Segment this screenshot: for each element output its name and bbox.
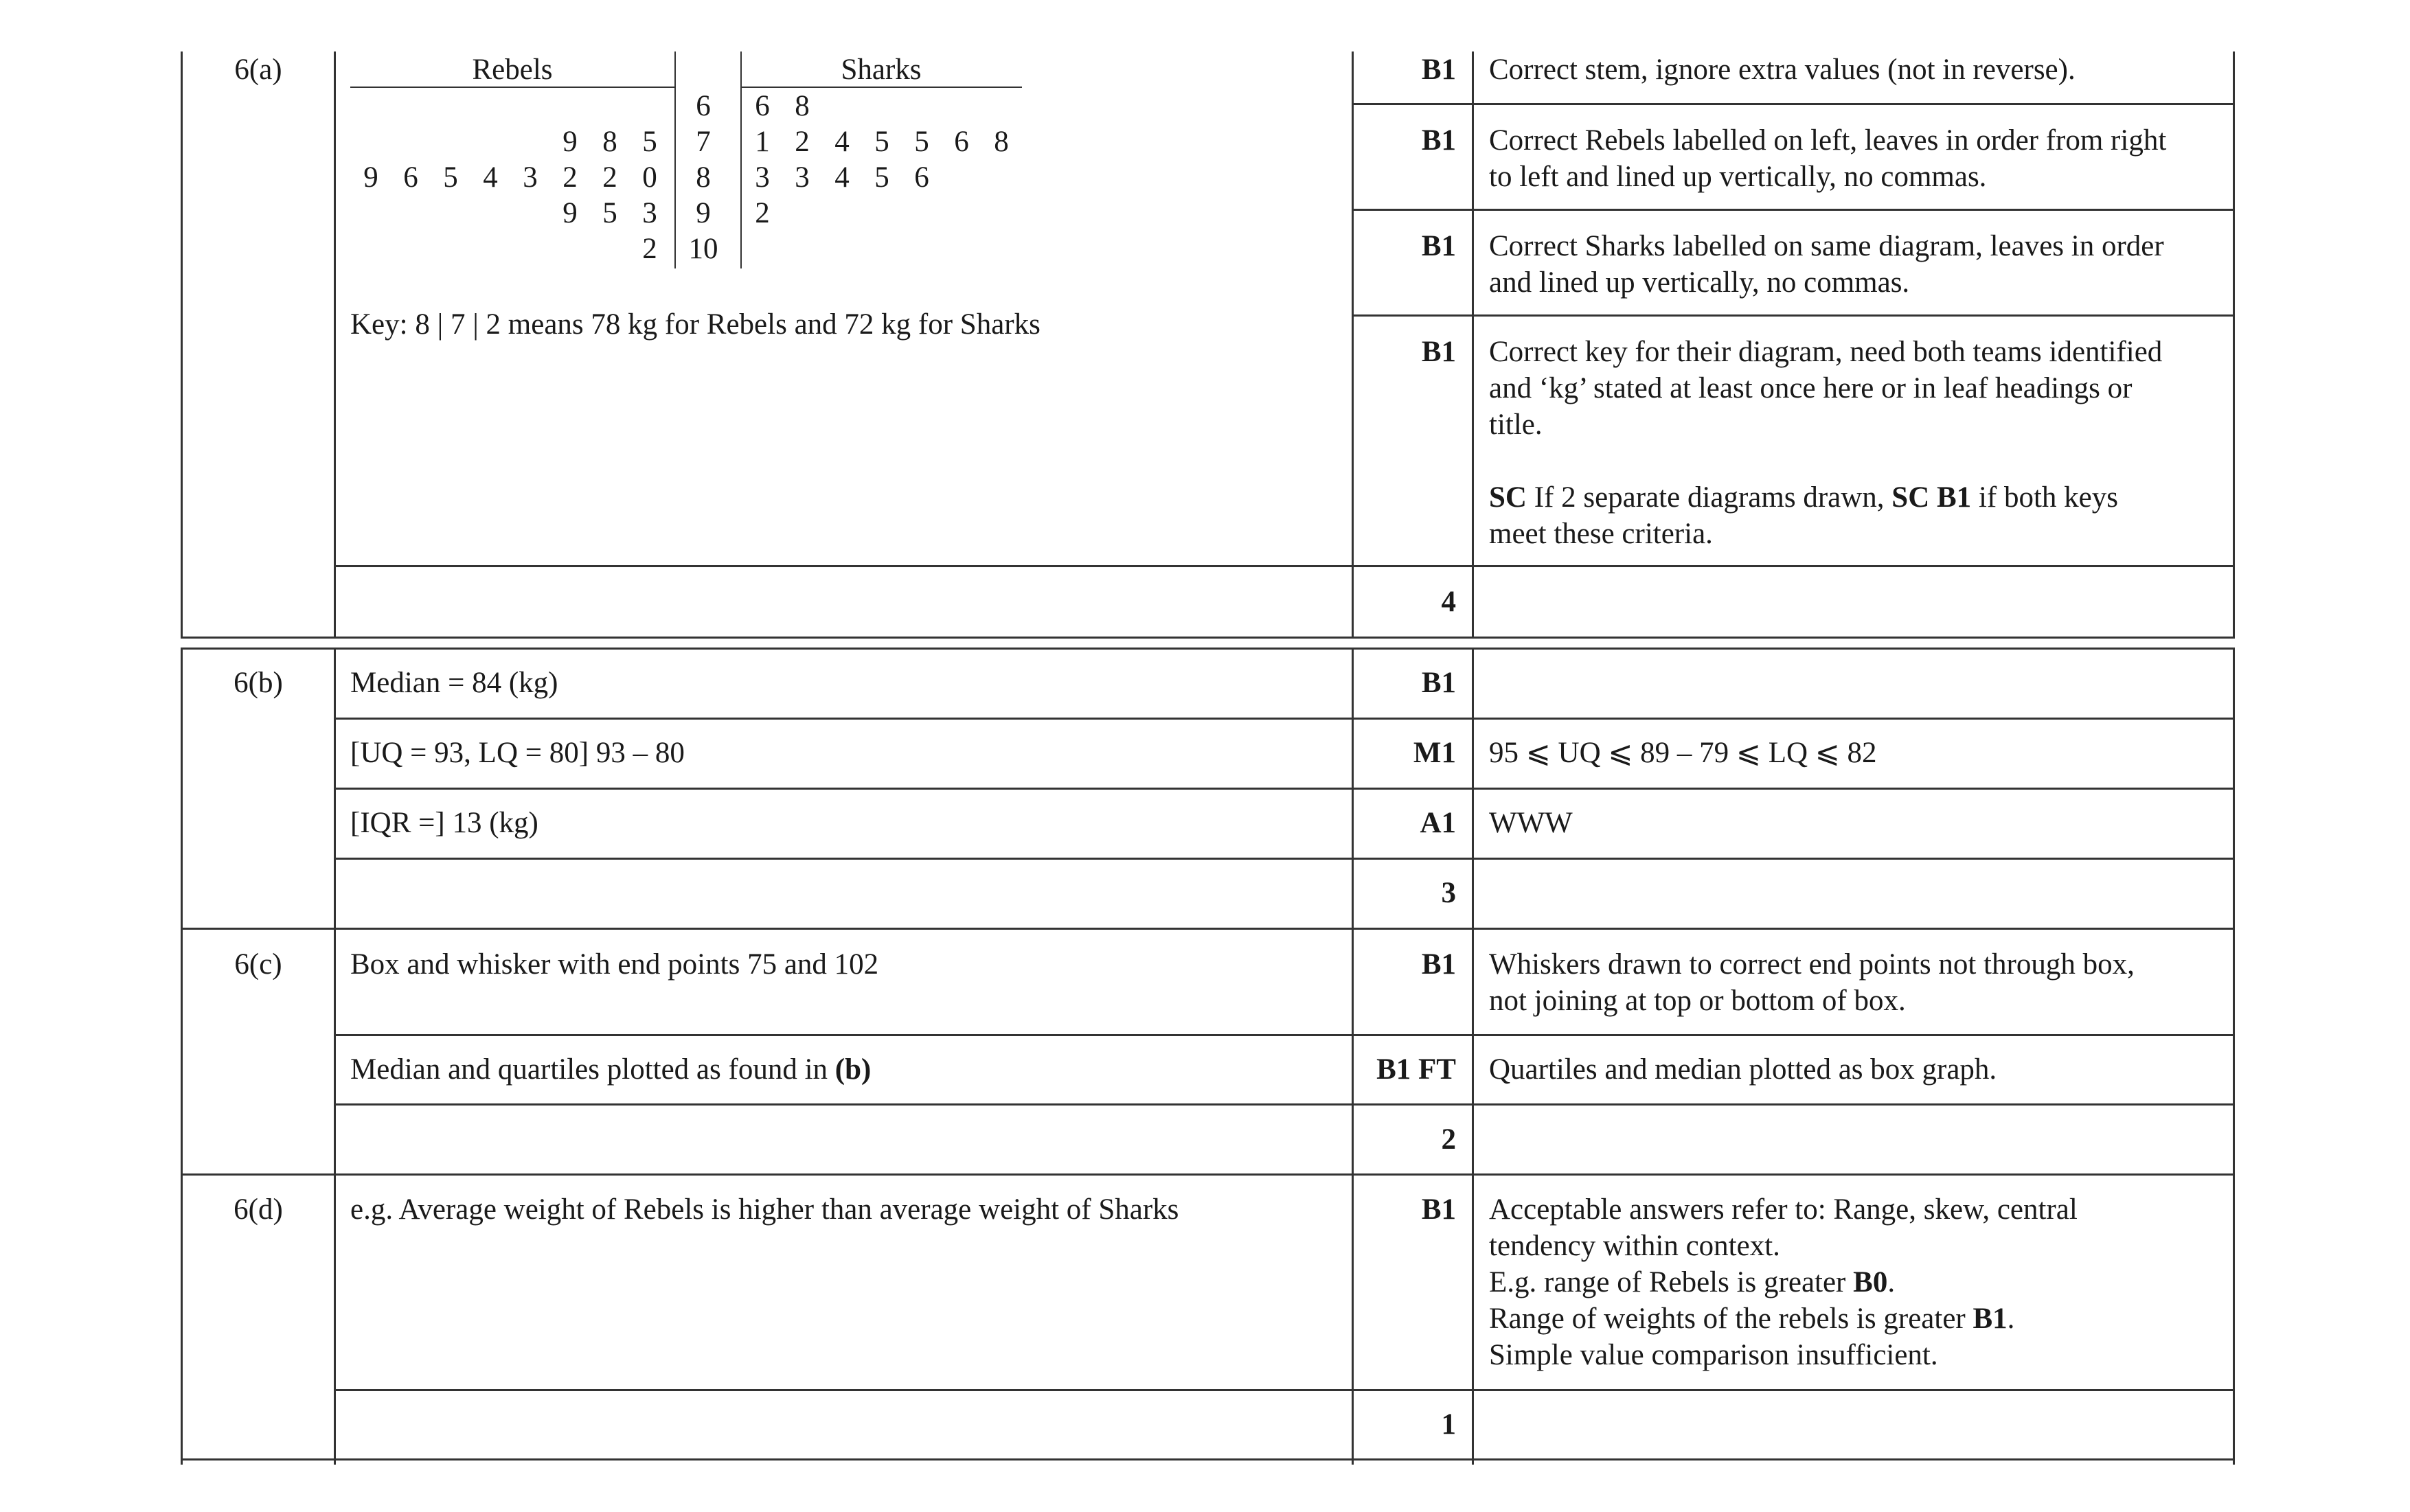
stem-leaf-row bbox=[0, 231, 1099, 267]
row-divider bbox=[1352, 209, 2235, 211]
leaf-digit: 0 bbox=[642, 161, 657, 194]
sharks-leaves bbox=[742, 89, 822, 124]
total-marks: 1 bbox=[1441, 1408, 1456, 1441]
guidance-text: Correct Sharks labelled on same diagram, leaves in order and lined up vertically, no commas. bbox=[1489, 230, 2164, 299]
guidance-text: Correct Rebels labelled on left, leaves in order from right to left and lined up vertically, no commas. bbox=[1489, 124, 2167, 193]
answer-text: [UQ = 93, LQ = 80] 93 – 80 bbox=[350, 737, 685, 769]
leaf-digit: 2 bbox=[795, 126, 810, 158]
rebels-leaves bbox=[550, 124, 670, 160]
rebels-leaves bbox=[351, 160, 670, 196]
special-case-note: SC If 2 separate diagrams drawn, SC B1 if both keys bbox=[1489, 481, 2118, 514]
guidance-text: Acceptable answers refer to: Range, skew, central tendency within context. E.g. range of Rebels is greater B0. Range of weights of the rebels is greater B1. Simple value comparison insufficient. bbox=[1489, 1193, 2078, 1371]
mark-code: B1 bbox=[1421, 1193, 1456, 1226]
leaf-digit: 3 bbox=[642, 197, 657, 229]
row-divider bbox=[1352, 314, 2235, 317]
leaf-digit: 2 bbox=[755, 197, 770, 229]
guidance-text: WWW bbox=[1489, 807, 1573, 839]
sharks-leaves bbox=[742, 124, 1021, 160]
answer-text: Median and quartiles plotted as found in (b) bbox=[350, 1053, 872, 1086]
answer-text: e.g. Average weight of Rebels is higher than average weight of Sharks bbox=[350, 1193, 1179, 1226]
row-divider bbox=[334, 565, 2235, 567]
answer-text: Median = 84 (kg) bbox=[350, 667, 558, 699]
answer-text: [IQR =] 13 (kg) bbox=[350, 807, 538, 839]
stem-leaf-row bbox=[0, 89, 1099, 124]
total-marks: 3 bbox=[1441, 877, 1456, 909]
leaf-digit: 5 bbox=[602, 197, 617, 229]
leaf-digit: 8 bbox=[795, 90, 810, 122]
stem-value: 9 bbox=[696, 197, 711, 229]
section-divider bbox=[181, 648, 2235, 650]
stem-value: 10 bbox=[688, 233, 718, 265]
section-divider bbox=[181, 928, 2235, 930]
leaf-digit: 9 bbox=[562, 197, 578, 229]
row-divider bbox=[334, 788, 2235, 790]
leaf-digit: 4 bbox=[834, 161, 850, 194]
leaf-digit: 5 bbox=[914, 126, 929, 158]
leaf-digit: 3 bbox=[523, 161, 538, 194]
rebels-leaves bbox=[550, 196, 670, 231]
rebels-leaves bbox=[630, 231, 670, 267]
leaf-digit: 5 bbox=[443, 161, 458, 194]
mark-code: M1 bbox=[1413, 737, 1456, 769]
leaf-digit: 9 bbox=[562, 126, 578, 158]
row-divider bbox=[334, 1103, 2235, 1106]
sharks-leaves bbox=[742, 160, 942, 196]
total-marks: 2 bbox=[1441, 1123, 1456, 1156]
column-divider bbox=[1472, 649, 1474, 1465]
mark-code: B1 FT bbox=[1376, 1053, 1456, 1086]
leaf-digit: 5 bbox=[874, 161, 889, 194]
question-number: 6(d) bbox=[234, 1193, 283, 1226]
row-divider bbox=[334, 1389, 2235, 1391]
stem-and-leaf-key: Key: 8 | 7 | 2 means 78 kg for Rebels and 72 kg for Sharks bbox=[350, 308, 1041, 341]
guidance-text: Whiskers drawn to correct end points not through box, not joining at top or bottom of box. bbox=[1489, 948, 2135, 1017]
column-divider bbox=[334, 649, 336, 1465]
stem-leaf-row bbox=[0, 196, 1099, 231]
leaf-digit: 5 bbox=[642, 126, 657, 158]
leaf-digit: 6 bbox=[954, 126, 969, 158]
guidance-text: Quartiles and median plotted as box graph. bbox=[1489, 1053, 1997, 1086]
stem-value: 8 bbox=[696, 161, 711, 194]
leaf-digit: 2 bbox=[642, 233, 657, 265]
sharks-heading-underline bbox=[740, 87, 1022, 88]
leaf-digit: 4 bbox=[834, 126, 850, 158]
question-number: 6(a) bbox=[234, 54, 282, 86]
leaf-digit: 1 bbox=[755, 126, 770, 158]
column-divider bbox=[1352, 51, 1354, 639]
mark-code: B1 bbox=[1421, 54, 1456, 86]
table-border-right bbox=[2233, 649, 2235, 1465]
rebels-heading: Rebels bbox=[472, 54, 553, 86]
section-divider bbox=[181, 1173, 2235, 1176]
mark-code: B1 bbox=[1421, 948, 1456, 981]
stem-value: 6 bbox=[696, 90, 711, 122]
question-number: 6(c) bbox=[234, 948, 282, 981]
mark-code: B1 bbox=[1421, 124, 1456, 157]
stem-leaf-row bbox=[0, 124, 1099, 160]
mark-code: B1 bbox=[1421, 336, 1456, 368]
leaf-digit: 2 bbox=[602, 161, 617, 194]
sharks-leaves bbox=[742, 196, 782, 231]
row-divider bbox=[334, 1034, 2235, 1036]
guidance-text: Correct stem, ignore extra values (not in reverse). bbox=[1489, 54, 2076, 86]
sharks-heading: Sharks bbox=[841, 54, 922, 86]
column-divider bbox=[1472, 51, 1474, 639]
leaf-digit: 3 bbox=[795, 161, 810, 194]
mark-code: B1 bbox=[1421, 230, 1456, 262]
guidance-text: 95 ⩽ UQ ⩽ 89 – 79 ⩽ LQ ⩽ 82 bbox=[1489, 737, 1877, 769]
guidance-text: Correct key for their diagram, need both teams identified and ‘kg’ stated at least once here or in leaf headings or title. SC If 2 separate diagrams drawn, SC B1 if both keys meet these criteria. bbox=[1489, 336, 2163, 550]
table-border-bottom bbox=[181, 1458, 2235, 1461]
question-number: 6(b) bbox=[234, 667, 283, 699]
answer-text: Box and whisker with end points 75 and 102 bbox=[350, 948, 879, 981]
rebels-heading-underline bbox=[350, 87, 674, 88]
leaf-digit: 6 bbox=[755, 90, 770, 122]
row-divider bbox=[334, 858, 2235, 860]
stem-leaf-row bbox=[0, 160, 1099, 196]
leaf-digit: 6 bbox=[403, 161, 418, 194]
total-marks: 4 bbox=[1441, 586, 1456, 618]
column-divider bbox=[1352, 649, 1354, 1465]
leaf-digit: 8 bbox=[994, 126, 1009, 158]
table-border-right bbox=[2233, 51, 2235, 639]
mark-code: A1 bbox=[1420, 807, 1456, 839]
row-divider bbox=[1352, 103, 2235, 105]
leaf-digit: 6 bbox=[914, 161, 929, 194]
leaf-digit: 8 bbox=[602, 126, 617, 158]
leaf-digit: 4 bbox=[483, 161, 498, 194]
mark-code: B1 bbox=[1421, 667, 1456, 699]
table-border-left bbox=[181, 649, 183, 1465]
stem-value: 7 bbox=[696, 126, 711, 158]
leaf-digit: 9 bbox=[363, 161, 378, 194]
row-divider bbox=[334, 718, 2235, 720]
leaf-digit: 3 bbox=[755, 161, 770, 194]
section-divider bbox=[181, 637, 2235, 639]
leaf-digit: 5 bbox=[874, 126, 889, 158]
leaf-digit: 2 bbox=[562, 161, 578, 194]
